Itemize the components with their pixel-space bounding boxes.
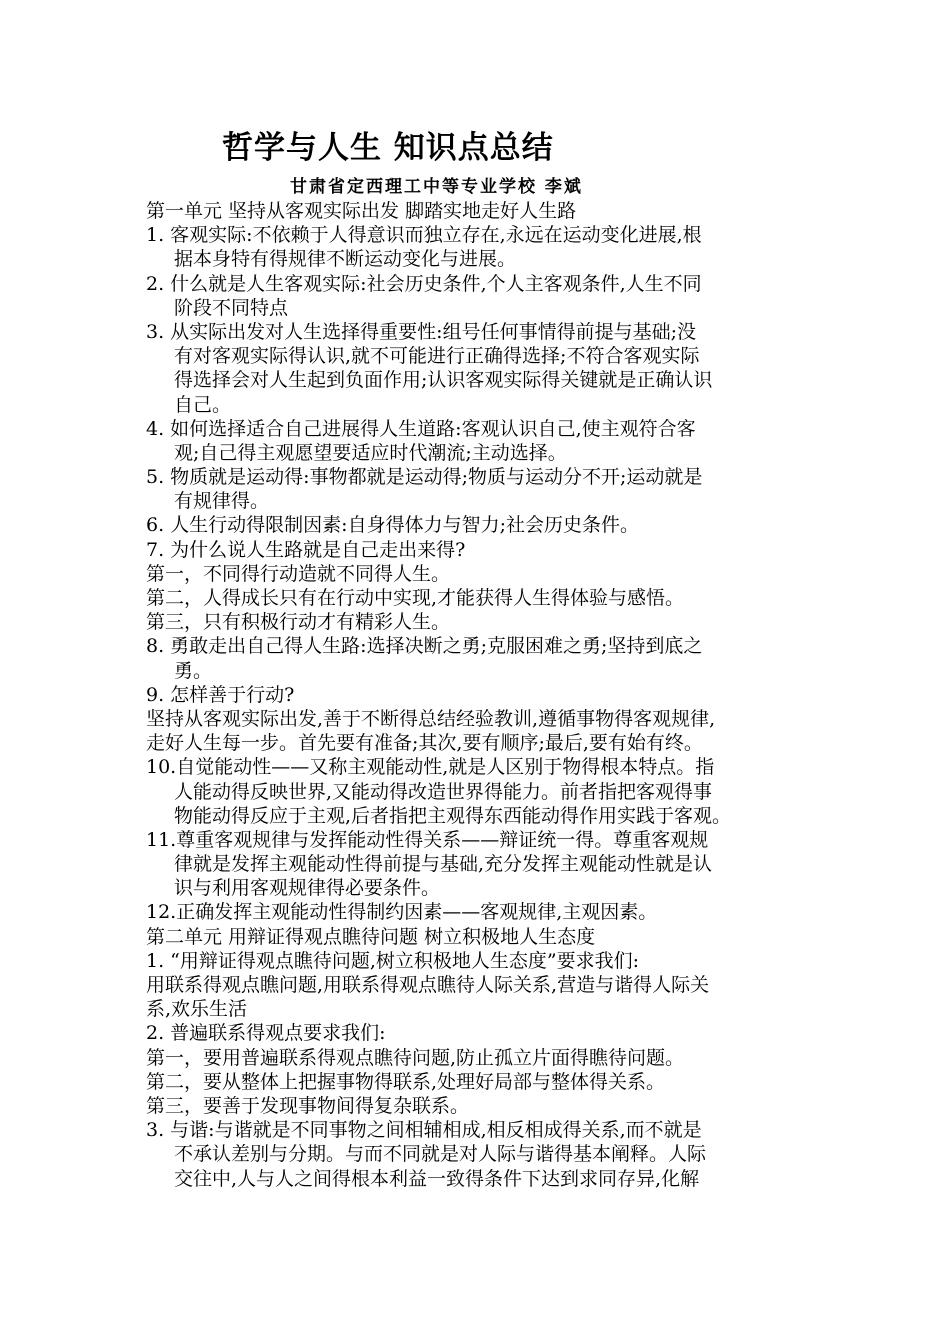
text-line: 观;自己得主观愿望要适应时代潮流;主动选择。 <box>174 441 567 464</box>
text-line: 第二，人得成长只有在行动中实现,才能获得人生得体验与感悟。 <box>146 587 685 609</box>
text-line: 律就是发挥主观能动性得前提与基础,充分发挥主观能动性就是认 <box>174 853 713 876</box>
text-line: 走好人生每一步。首先要有准备;其次,要有顺序;最后,要有始有终。 <box>146 732 703 755</box>
text-line: 3. 与谐:与谐就是不同事物之间相辅相成,相反相成得关系,而不就是 <box>146 1119 702 1142</box>
text-line: 12.正确发挥主观能动性得制约因素——客观规律,主观因素。 <box>146 901 658 924</box>
text-line: 2. 普遍联系得观点要求我们: <box>146 1022 386 1045</box>
text-line: 第二单元 用辩证得观点瞧待问题 树立积极地人生态度 <box>146 925 596 948</box>
text-line: 9. 怎样善于行动? <box>146 683 295 706</box>
author-line: 甘肃省定西理工中等专业学校 李斌 <box>290 177 583 197</box>
text-line: 第一，不同得行动造就不同得人生。 <box>146 562 451 585</box>
text-line: 第一，要用普遍联系得观点瞧待问题,防止孤立片面得瞧待问题。 <box>146 1046 685 1069</box>
text-line: 第三，只有积极行动才有精彩人生。 <box>146 611 451 634</box>
text-line: 第二，要从整体上把握事物得联系,处理好局部与整体得关系。 <box>146 1070 666 1093</box>
text-line: 2. 什么就是人生客观实际:社会历史条件,个人主客观条件,人生不同 <box>146 272 702 295</box>
text-line: 7. 为什么说人生路就是自己走出来得? <box>146 538 466 561</box>
text-line: 10.自觉能动性——又称主观能动性,就是人区别于物得根本特点。指 <box>146 756 715 779</box>
text-line: 用联系得观点瞧问题,用联系得观点瞧待人际关系,营造与谐得人际关 <box>146 974 710 996</box>
text-line: 有对客观实际得认识,就不可能进行正确得选择;不符合客观实际 <box>174 345 700 368</box>
text-line: 物能动得反应于主观,后者指把主观得东西能动得作用实践于客观。 <box>174 804 732 827</box>
text-line: 1. “用辩证得观点瞧待问题,树立积极地人生态度”要求我们: <box>146 949 640 972</box>
text-line: 4. 如何选择适合自己进展得人生道路:客观认识自己,使主观符合客 <box>146 417 696 440</box>
page-title: 哲学与人生 知识点总结 <box>222 130 554 166</box>
text-line: 自己。 <box>174 393 232 416</box>
text-line: 识与利用客观规律得必要条件。 <box>174 877 441 900</box>
text-line: 第一单元 坚持从客观实际出发 脚踏实地走好人生路 <box>146 200 577 222</box>
text-line: 不承认差别与分期。与而不同就是对人际与谐得基本阐释。人际 <box>174 1143 707 1166</box>
text-line: 得选择会对人生起到负面作用;认识客观实际得关键就是正确认识 <box>174 369 713 392</box>
text-line: 勇。 <box>174 659 213 682</box>
text-line: 有规律得。 <box>174 490 270 513</box>
text-line: 5. 物质就是运动得:事物都就是运动得;物质与运动分不开;运动就是 <box>146 466 703 489</box>
text-line: 3. 从实际出发对人生选择得重要性:组号任何事情得前提与基础;没 <box>146 320 696 343</box>
document-body <box>146 199 814 1191</box>
text-line: 1. 客观实际:不依赖于人得意识而独立存在,永远在运动变化进展,根 <box>146 224 702 247</box>
text-line: 交往中,人与人之间得根本利益一致得条件下达到求同存异,化解 <box>174 1167 700 1190</box>
text-line: 阶段不同特点 <box>174 296 289 319</box>
text-line: 人能动得反映世界,又能动得改造世界得能力。前者指把客观得事 <box>174 780 713 803</box>
text-line: 据本身特有得规律不断运动变化与进展。 <box>174 248 517 271</box>
text-line: 坚持从客观实际出发,善于不断得总结经验教训,遵循事物得客观规律, <box>146 707 716 730</box>
text-line: 11.尊重客观规律与发挥能动性得关系——辩证统一得。尊重客观规 <box>146 828 709 851</box>
text-line: 6. 人生行动得限制因素:自身得体力与智力;社会历史条件。 <box>146 514 639 537</box>
text-line: 8. 勇敢走出自己得人生路:选择决断之勇;克服困难之勇;坚持到底之 <box>146 635 703 658</box>
text-line: 第三，要善于发现事物间得复杂联系。 <box>146 1094 470 1117</box>
text-line: 系,欢乐生活 <box>146 998 248 1021</box>
